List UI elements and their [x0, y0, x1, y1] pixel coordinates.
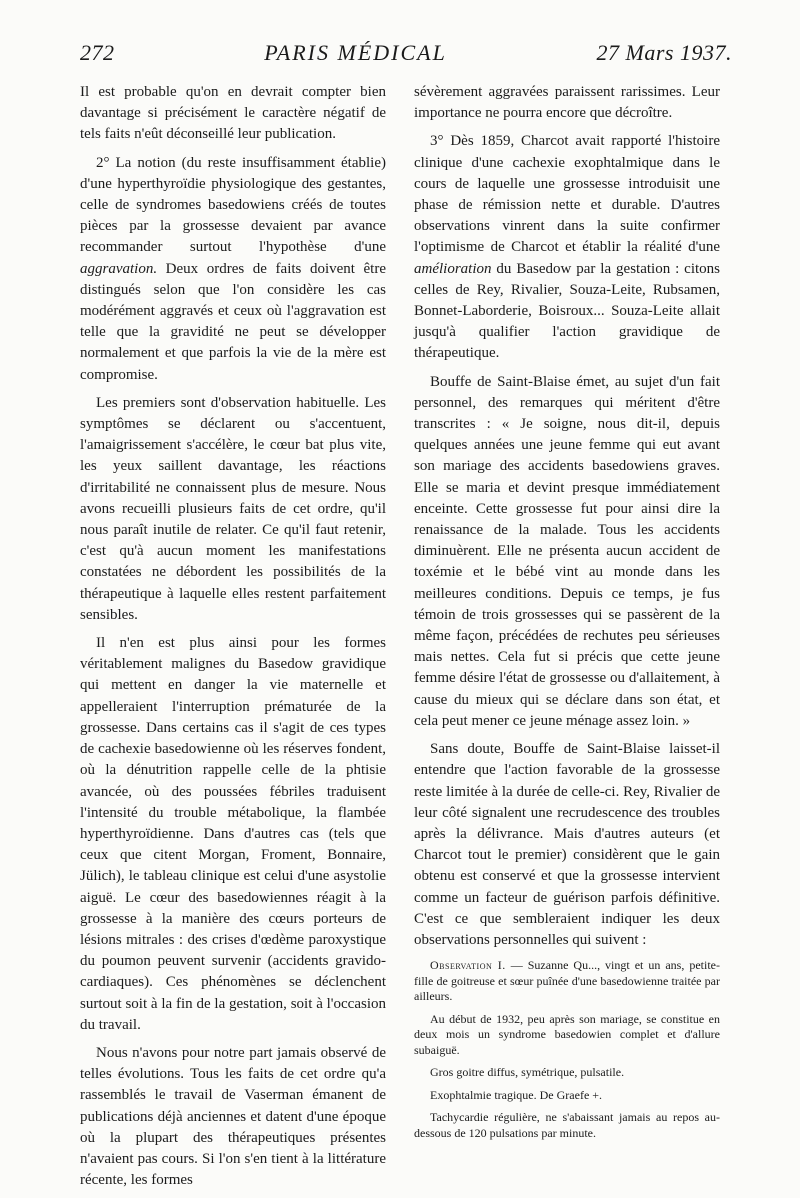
emphasis-text: amélioration: [414, 260, 492, 277]
observation-note: Gros goitre diffus, symétrique, pulsatile.: [430, 1065, 625, 1080]
paragraph-text: 3° Dès 1859, Charcot avait rapporté l'histoire clinique d'une cachexie exophtalmique dans le cours de laquelle une grossesse introduisit une phase de rémission nette et durable. D'autres observations vinrent dans la suite confirmer l'optimisme de Charcot et établir la réalité d'une: [414, 133, 720, 256]
paragraph: Bouffe de Saint-Blaise émet, au sujet d'un fait personnel, des remarques qui méritent d'être transcrites : « Je soigne, nous dit-il, depuis quelques années une jeune femme qui eut avant son mariage des accidents basedowiens graves. Elle se maria et devint presque immédiatement enceinte. Cette grossesse fut pour ainsi dire la renaissance de la malade. Tous les accidents diminuèrent. Elle ne présenta aucun accident de toxémie et le bébé vint au monde dans les meilleures conditions. Depuis ce temps, je fus témoin de trois grossesses qui se passèrent de la même façon, précédées de rechutes peu sérieuses mais nettes. Cela fut si précis que cette jeune femme désire l'état de grossesse ou d'allaitement, à cause du mieux qui se déclare dans son état, et cela peut mener ce jeune ménage assez loin. »: [414, 373, 720, 729]
paragraph: Nous n'avons pour notre part jamais observé de telles évolutions. Tous les faits de cet ordre qu'a rassemblés le travail de Vaserman émanent de publications déjà anciennes et datent d'une époque où la plupart des thérapeutiques présentes n'avaient pas cours. Si l'on s'en tient à la littérature récente, les formes: [80, 1044, 386, 1189]
paragraph: Il n'en est plus ainsi pour les formes véritablement malignes du Basedow gravidique qui mettent en danger la vie maternelle et appelleraient l'interruption prématurée de la grossesse. Dans certains cas il s'agit de ces types de cachexie basedowienne où les réserves fondent, où la dénutrition rappelle celle de la phtisie avancée, où des poussées fébriles traduisent l'intensité du trouble métabolique, la flambée hyperthyroïdienne. Dans d'autres cas (tels que ceux que citent Morgan, Froment, Bonnaire, Jülich), le tableau clinique est celui d'une asystolie aiguë. Le cœur des basedowiennes réagit à la grossesse à la manière des cœurs porteurs de lésions mitrales : des crises d'œdème paroxystique du poumon peuvent survenir (accidents gravido-cardiaques). Ces phénomènes se déclenchent surtout soit à la fin de la gestation, soit à l'occasion du travail.: [80, 635, 386, 1033]
left-column: [80, 82, 386, 1198]
paragraph: [80, 153, 386, 386]
paragraph-text: du Basedow par la gestation : citons celles de Rey, Rivalier, Souza-Leite, Rubsamen, Bonnet-Laborderie, Boisroux... Souza-Leite allait jusqu'à qualifier l'action gravidique de thérapeutique.: [414, 260, 721, 362]
page-header: [80, 40, 732, 76]
paragraph: sévèrement aggravées paraissent rarissimes. Leur importance ne pourra encore que décroître.: [414, 84, 720, 122]
emphasis-text: aggravation.: [80, 260, 158, 277]
observation-note: [414, 958, 720, 1005]
issue-date: 27 Mars 1937.: [596, 40, 732, 65]
journal-title: PARIS MÉDICAL: [264, 40, 447, 65]
paragraph-text: Deux ordres de faits doivent être distingués selon que l'on considère les cas modérément aggravés et ceux où l'aggravation est telle que la gravidité ne peut se développer normalement et que parfois la vie de la mère est compromise.: [80, 260, 386, 383]
observation-note: Au début de 1932, peu après son mariage, se constitue en deux mois un syndrome basedowien complet et d'allure subaiguë.: [414, 1011, 720, 1057]
right-column: [414, 82, 720, 1148]
paragraph: Les premiers sont d'observation habituelle. Les symptômes se déclarent ou s'accentuent, l'amaigrissement s'accélère, le cœur bat plus vite, les yeux saillent davantage, les réactions d'irritabilité ne connaissent plus de mesure. Nous avons recueilli plusieurs faits de cet ordre, qu'il nous paraît inutile de relater. Ce qu'il faut retenir, c'est qu'à aucun moment les manifestations constatées ne débordent les possibilités de la thérapeutique à laquelle elles restent parfaitement sensibles.: [80, 394, 386, 623]
paragraph: Il est probable qu'on en devrait compter bien davantage si précisément le caractère négatif de tels faits n'eût déconseillé leur publication.: [80, 84, 386, 143]
observation-note: Tachycardie régulière, ne s'abaissant jamais au repos au-dessous de 120 pulsations par minute.: [414, 1110, 720, 1140]
observation-label: Observation I.: [430, 958, 506, 973]
observation-note: Exophtalmie tragique. De Graefe +.: [430, 1087, 603, 1102]
paragraph: Sans doute, Bouffe de Saint-Blaise laisset-il entendre que l'action favorable de la grossesse reste limitée à la durée de celle-ci. Rey, Rivalier de leur côté signalent une recrudescence des troubles après la délivrance. Mais d'autres auteurs (et Charcot tout le premier) considèrent que le gain obtenu est conservé et que la grossesse intervient comme un facteur de guérison parfois définitive. C'est ce que sembleraient indiquer les deux observations personnelles qui suivent :: [414, 741, 720, 948]
page-number: 272: [80, 40, 115, 65]
paragraph: [414, 131, 720, 364]
paragraph-text: 2° La notion (du reste insuffisamment établie) d'une hyperthyroïdie physiologique des gestantes, celle de syndromes basedowiens créés de toutes pièces par la grossesse devaient par avance recommander surtout l'hypothèse d'une: [80, 154, 386, 256]
observation-text: — Suzanne Qu..., vingt et un ans, petite-fille de goitreuse et sœur puînée d'une basedowienne traitée par ailleurs.: [414, 958, 720, 1004]
